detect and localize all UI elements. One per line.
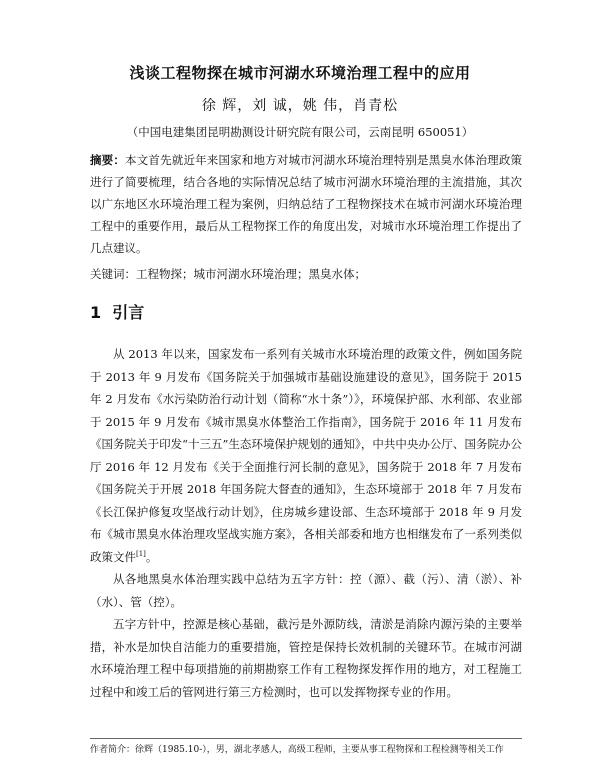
citation-ref: [1] [136, 549, 146, 558]
paragraph-1-text: 从 2013 年以来，国家发布一系列有关城市水环境治理的政策文件，例如国务院于 2013 年 9 月发布《国务院关于加强城市基础设施建设的意见》，国务院于 2015 年 2 月发布《水污染防治行动计划（简称“水十条”）》，环境保护部、水利部、农业部于 2015 年 9 月发布《城市黑臭水体整治工作指南》，国务院于 2016 年 11 月发布《国务院关于印发“十三五”生态环境保护规划的通知》，中共中央办公厅、国务院办公厅 2016 年 12 月发布《关于全面推行河长制的意见》，国务院于 2018 年 7 月发布《国务院关于开展 2018 年国务院大督查的通知》，生态环境部于 2018 年 7 月发布《长江保护修复攻坚战行动计划》，住房城乡建设部、生态环境部于 2018 年 9 月发布《城市黑臭水体治理攻坚战实施方案》，各相关部委和地方也相继发布了一系列类似政策文件 [90, 347, 522, 564]
affiliation: （中国电建集团昆明勘测设计研究院有限公司，云南昆明 650051） [126, 125, 474, 139]
paragraph-3: 五字方针中，控源是核心基础，截污是外源防线，清淤是消除内源污染的主要举措，补水是加快自洁能力的重要措施，管控是保持长效机制的关键环节。在城市河湖水环境治理工程中每项措施的前期勘察工作有工程物探发挥作用的地方，对工程施工过程中和竣工后的管网进行第三方检测时，也可以发挥物探专业的作用。 [90, 617, 522, 699]
section-heading [90, 300, 144, 323]
abstract [90, 149, 522, 259]
paragraph-2: 从各地黑臭水体治理实践中总结为五字方针：控（源）、截（污）、清（淤）、补（水）、管（控）。 [90, 572, 522, 609]
paragraph-1-end: 。 [145, 549, 158, 564]
footnote-divider [90, 738, 522, 739]
keywords [90, 264, 522, 284]
keywords-text: 工程物探；城市河湖水环境治理；黑臭水体； [136, 267, 366, 281]
section-title: 引言 [112, 303, 145, 322]
keywords-label: 关键词： [90, 267, 136, 281]
body-text [90, 343, 522, 703]
paper-title: 浅谈工程物探在城市河湖水环境治理工程中的应用 [129, 64, 471, 82]
abstract-text: 本文首先就近年来国家和地方对城市河湖水环境治理特别是黑臭水体治理政策进行了简要梳理，结合各地的实际情况总结了城市河湖水环境治理的主流措施，其次以广东地区水环境治理工程为案例，归纳总结了工程物探技术在城市河湖水环境治理工程中的重要作用，最后从工程物探工作的角度出发，对城市水环境治理工作提出了几点建议。 [90, 153, 523, 255]
author-footnote: 作者简介：徐辉（1985.10-），男，湖北孝感人，高级工程师，主要从事工程物探和工程检测等相关工作 [90, 745, 504, 755]
author-list: 徐 辉，刘 诚，姚 伟，肖青松 [201, 98, 399, 114]
paragraph-1 [90, 343, 522, 568]
abstract-label: 摘要： [90, 153, 126, 167]
section-number: 1 [90, 303, 102, 322]
